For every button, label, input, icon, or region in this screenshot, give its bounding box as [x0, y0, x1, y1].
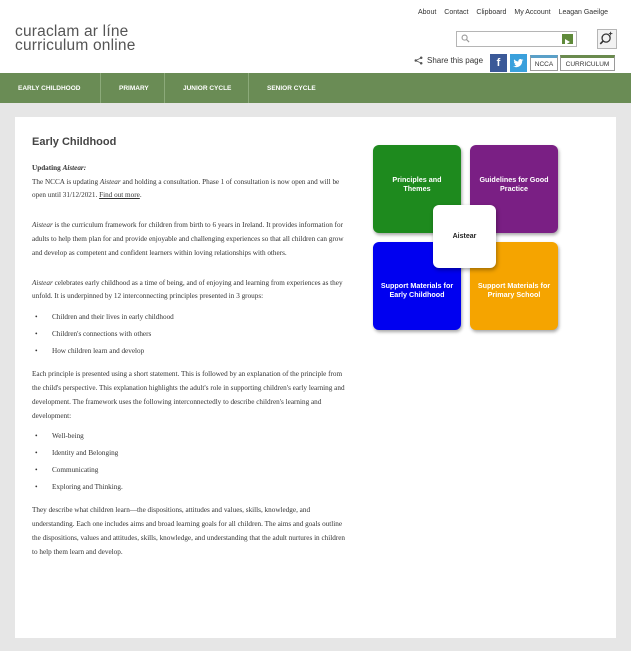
celebrates-paragraph: [32, 277, 350, 305]
contact-link[interactable]: Contact: [444, 9, 469, 16]
principles-list: [32, 309, 350, 360]
guidelines-tile[interactable]: Guidelines for Good Practice: [470, 145, 558, 233]
nav-early-childhood[interactable]: EARLY CHILDHOOD: [0, 73, 101, 103]
article: [32, 136, 350, 571]
search-input[interactable]: [473, 33, 557, 45]
magnifier-plus-icon: [598, 30, 616, 48]
themes-list: [32, 428, 350, 496]
update-text-em: Aistear: [99, 177, 121, 186]
logo-line-english: curriculum online: [15, 37, 136, 54]
irish-version-link[interactable]: Leagan Gaeilge: [558, 9, 608, 16]
arrow-right-icon: [562, 37, 573, 47]
about-link[interactable]: About: [417, 9, 437, 16]
support-early-childhood-tile[interactable]: Support Materials for Early Childhood: [373, 242, 461, 330]
page-title: Early Childhood: [32, 136, 117, 148]
curriculum-tag[interactable]: CURRICULUM: [560, 55, 615, 71]
support-primary-tile[interactable]: Support Materials for Primary School: [470, 242, 558, 330]
share-page[interactable]: [414, 56, 483, 65]
principle-paragraph: Each principle is presented using a short statement. This is followed by an explanation of the principle from the child's perspective. This explanation highlights the adult's role in supporting children's early learning and development. The framework uses the following interconnectedly to describe children's learning and development:: [32, 370, 345, 420]
intro-paragraph: [32, 219, 350, 260]
update-heading: [32, 162, 350, 176]
list-item: • Communicating: [32, 462, 350, 479]
ncca-tag[interactable]: NCCA: [530, 55, 558, 71]
celebrates-text: celebrates early childhood as a time of being, and of enjoying and learning from experiences as they unfold. It is underpinned by 12 interconnecting principles presented in 3 groups:: [32, 278, 343, 301]
nav-junior-cycle[interactable]: JUNIOR CYCLE: [165, 73, 249, 103]
twitter-icon: [513, 59, 524, 68]
list-item: • Identity and Belonging: [32, 445, 350, 462]
share-icon: [414, 56, 423, 65]
site-header: [0, 0, 631, 73]
content-card: [15, 117, 616, 638]
list-item: • Children's connections with others: [32, 326, 350, 343]
principles-themes-tile[interactable]: Principles and Themes: [373, 145, 461, 233]
intro-text: is the curriculum framework for children from birth to 6 years in Ireland. It provides information for adults to help them plan for and provide enjoyable and challenging experiences so that all children can grow and develop as competent and confident learners within loving relationships with others.: [32, 221, 344, 257]
update-heading-prefix: Updating: [32, 163, 63, 172]
share-label: Share this page: [427, 56, 484, 65]
logo-line-irish: curaclam ar líne: [15, 23, 129, 40]
site-logo[interactable]: [15, 25, 136, 53]
main-nav: [0, 73, 631, 103]
nav-senior-cycle[interactable]: SENIOR CYCLE: [267, 84, 316, 92]
update-paragraph: [32, 176, 350, 204]
search-toggle-button[interactable]: [597, 29, 617, 49]
top-links: [418, 9, 608, 16]
my-account-link[interactable]: My Account: [514, 9, 551, 16]
update-text-1: The NCCA is updating: [32, 177, 100, 186]
clipboard-link[interactable]: Clipboard: [476, 9, 507, 16]
facebook-button[interactable]: [490, 54, 507, 72]
magnifier-icon: [461, 34, 470, 43]
search-submit-button[interactable]: [562, 34, 573, 44]
update-text-end: .: [139, 191, 142, 200]
describe-paragraph: They describe what children learn—the dispositions, attitudes and values, skills, knowledge, and understanding. Each one includes aims and broad learning goals for all children. The aims and goals outline the dispositions, values and attitudes, skills, knowledge, and understanding that the adult nurtures in children to help them learn and develop.: [32, 506, 346, 556]
aistear-tile[interactable]: Aistear: [433, 205, 496, 268]
twitter-button[interactable]: [510, 54, 527, 72]
update-heading-em: Aistear:: [62, 163, 87, 172]
find-out-more-link[interactable]: Find out more: [99, 191, 140, 200]
nav-primary[interactable]: PRIMARY: [101, 73, 165, 103]
list-item: • Children and their lives in early childhood: [32, 309, 350, 326]
list-item: • Well-being: [32, 428, 350, 445]
list-item: • Exploring and Thinking.: [32, 479, 350, 496]
update-text-2: and holding a consultation. Phase 1 of consultation is now open and will be open until 31/12/2021.: [32, 177, 340, 200]
intro-em: Aistear: [32, 221, 53, 230]
search-box: [456, 31, 577, 47]
celebrates-em: Aistear: [32, 278, 53, 287]
facebook-icon: f: [496, 57, 501, 69]
list-item: • How children learn and develop: [32, 343, 350, 360]
